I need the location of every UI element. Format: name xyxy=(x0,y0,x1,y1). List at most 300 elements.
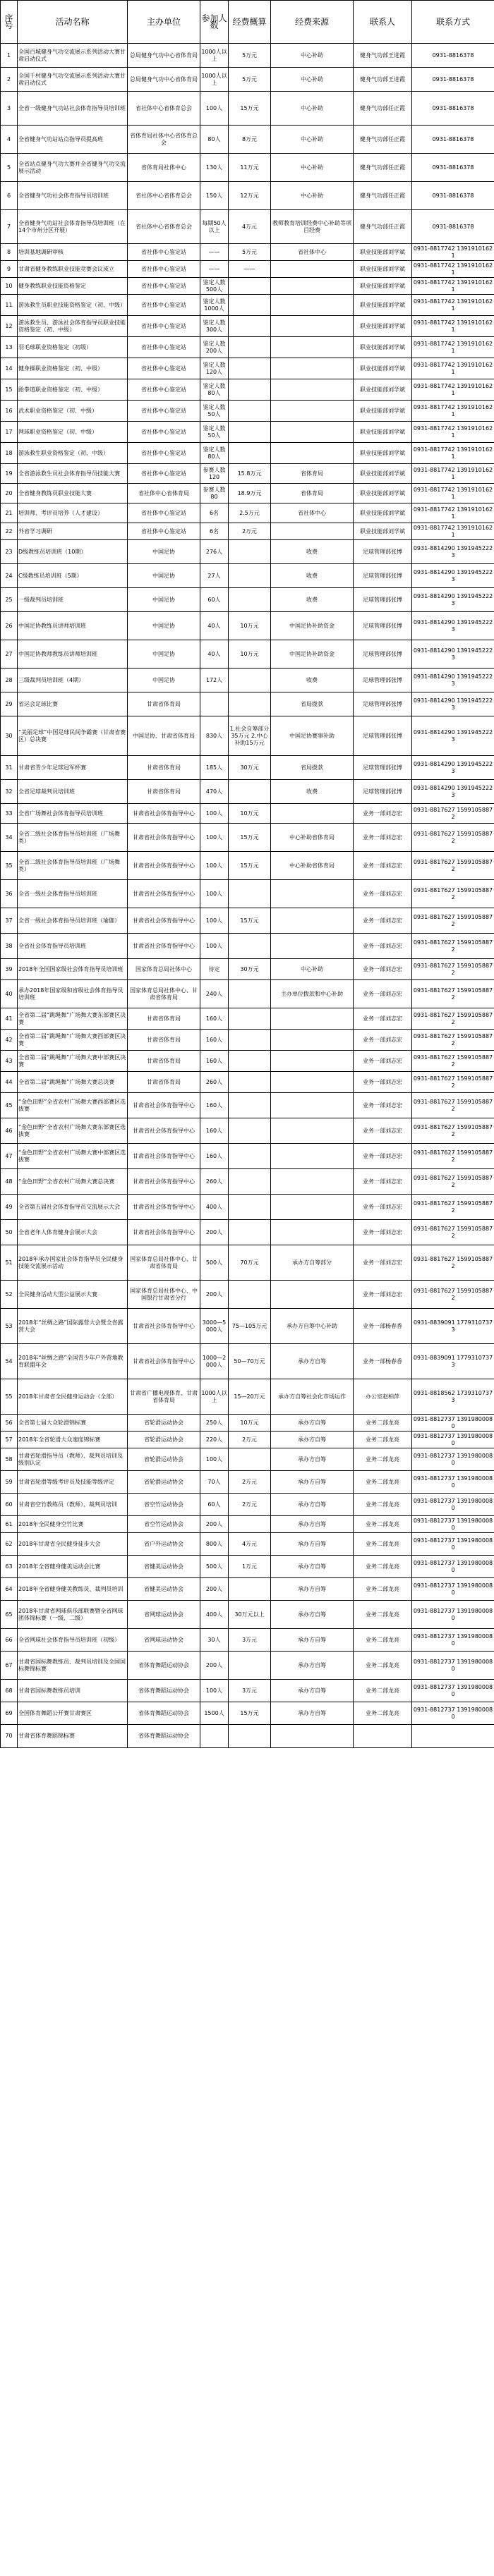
table-row xyxy=(1,68,494,92)
cell-activity-name: D级教练员培训班（10期） xyxy=(18,540,128,564)
cell-contact: 足球管理部张博 xyxy=(354,612,412,640)
cell-organizer: 省社体中心鉴定站 xyxy=(128,401,200,422)
cell-contact: 足球管理部张博 xyxy=(354,716,412,756)
cell-participants: 100人 xyxy=(200,1680,229,1702)
cell-seq: 16 xyxy=(1,401,18,422)
cell-budget xyxy=(229,1516,271,1533)
cell-funding-source: 承办方自筹 xyxy=(271,1680,354,1702)
cell-contact-method: 0931-8812737 13919800080 xyxy=(412,1702,494,1725)
cell-contact-method: 0931-8817627 15991058872 xyxy=(412,1281,494,1309)
cell-funding-source: 承办方自筹 xyxy=(271,1344,354,1379)
cell-seq: 30 xyxy=(1,716,18,756)
cell-contact-method: 0931-8817742 13919101621 xyxy=(412,379,494,401)
cell-contact: 足球管理部张博 xyxy=(354,640,412,669)
cell-budget xyxy=(229,588,271,612)
cell-contact: 健身气功部任正霞 xyxy=(354,154,412,182)
cell-activity-name: 全省健身气功站站点指导员提高班 xyxy=(18,126,128,154)
cell-budget xyxy=(229,564,271,588)
cell-contact: 足球管理部张博 xyxy=(354,692,412,716)
cell-contact: 业务一部杨春香 xyxy=(354,1309,412,1344)
cell-organizer: 国家体育总局社体中心 xyxy=(128,959,200,980)
cell-funding-source xyxy=(271,1220,354,1245)
cell-seq: 15 xyxy=(1,379,18,401)
cell-organizer: 甘肃省社会体育指导中心 xyxy=(128,1195,200,1220)
cell-budget: 15万元 xyxy=(229,824,271,852)
cell-participants: 鉴定人数120人 xyxy=(200,358,229,379)
cell-contact: 职业技能部刘学斌 xyxy=(354,295,412,316)
cell-participants: 185人 xyxy=(200,756,229,780)
cell-funding-source: 主办单位拨款和中心补助 xyxy=(271,980,354,1008)
cell-funding-source: 承办方自筹 xyxy=(271,1629,354,1652)
cell-seq: 21 xyxy=(1,503,18,523)
cell-participants: 鉴定人数80人 xyxy=(200,379,229,401)
cell-seq: 56 xyxy=(1,1415,18,1432)
cell-activity-name: 甘肃省国标舞教练员、裁判员培训及全国国标舞锦标赛 xyxy=(18,1652,128,1680)
cell-participants: 200人 xyxy=(200,1578,229,1601)
cell-participants: 1000人以上 xyxy=(200,68,229,92)
cell-budget xyxy=(229,1725,271,1748)
cell-participants: 470人 xyxy=(200,780,229,804)
cell-organizer: 甘肃省社会体育指导中心 xyxy=(128,1220,200,1245)
cell-budget: 12万元 xyxy=(229,182,271,210)
cell-contact-method: 0931-8817627 15991058872 xyxy=(412,959,494,980)
cell-contact: 办公室赵柏萍 xyxy=(354,1379,412,1415)
cell-contact-method: 0931-8817627 15991058872 xyxy=(412,880,494,908)
cell-contact: 业务一部刘志宏 xyxy=(354,959,412,980)
cell-activity-name: 承办2018年国家级和省级社会体育指导员培训班 xyxy=(18,980,128,1008)
cell-contact: 业务一部刘志宏 xyxy=(354,980,412,1008)
table-row xyxy=(1,92,494,126)
cell-organizer: 省健美运动协会 xyxy=(128,1556,200,1578)
cell-seq: 1 xyxy=(1,44,18,68)
cell-contact: 健身气功部王进霞 xyxy=(354,44,412,68)
cell-seq: 17 xyxy=(1,422,18,443)
cell-activity-name: “美丽足球”中国足球民间争霸赛（甘肃省赛区）总决赛 xyxy=(18,716,128,756)
cell-seq: 43 xyxy=(1,1051,18,1072)
cell-budget xyxy=(229,1448,271,1471)
cell-activity-name: 外省学习调研 xyxy=(18,523,128,540)
cell-activity-name: 跆拳道职业资格鉴定（初、中级） xyxy=(18,379,128,401)
cell-organizer: 省空竹运动协会 xyxy=(128,1516,200,1533)
cell-budget: 2万元 xyxy=(229,1494,271,1516)
cell-funding-source: 收费 xyxy=(271,564,354,588)
cell-activity-name: 全省健身教练员职业技能大赛 xyxy=(18,484,128,503)
cell-contact-method: 0931-8812737 13919800080 xyxy=(412,1601,494,1629)
cell-organizer: 甘肃省社会体育指导中心 xyxy=(128,908,200,934)
cell-seq: 57 xyxy=(1,1432,18,1448)
cell-contact-method: 0931-8812737 13919800080 xyxy=(412,1533,494,1556)
cell-contact-method: 0931-8814290 13919452223 xyxy=(412,669,494,692)
cell-contact-method: 0931-8816378 xyxy=(412,126,494,154)
cell-contact: 业务一部刘志宏 xyxy=(354,908,412,934)
cell-budget: 30万元 xyxy=(229,959,271,980)
header-contact-method: 联系方式 xyxy=(412,1,494,44)
table-row xyxy=(1,640,494,669)
cell-contact-method: 0931-8818562 17393107373 xyxy=(412,1379,494,1415)
cell-contact: 职业技能部刘学斌 xyxy=(354,379,412,401)
cell-funding-source: 承办方自筹 xyxy=(271,1432,354,1448)
cell-funding-source: 收费 xyxy=(271,588,354,612)
cell-funding-source: 承办方自筹 xyxy=(271,1533,354,1556)
cell-contact-method: 0931-8817627 15991058872 xyxy=(412,1144,494,1169)
cell-organizer: 中国足协 xyxy=(128,564,200,588)
table-row xyxy=(1,1471,494,1494)
cell-participants: 500人 xyxy=(200,1245,229,1281)
cell-contact-method: 0931-8817627 15991058872 xyxy=(412,1072,494,1093)
table-row xyxy=(1,337,494,358)
cell-organizer: 省社体中心鉴定站 xyxy=(128,422,200,443)
cell-seq: 6 xyxy=(1,182,18,210)
cell-funding-source: 中国足协补助资金 xyxy=(271,640,354,669)
cell-organizer: 国家体育总局社体中心、甘肃省体育局 xyxy=(128,1245,200,1281)
cell-budget: 5万元 xyxy=(229,44,271,68)
cell-budget xyxy=(229,980,271,1008)
cell-organizer: 中国足协 xyxy=(128,588,200,612)
cell-participants: 鉴定人数1000人 xyxy=(200,295,229,316)
cell-funding-source: 省局拨款 xyxy=(271,756,354,780)
cell-organizer: 中国足协、甘肃省体育局 xyxy=(128,716,200,756)
table-row xyxy=(1,401,494,422)
cell-contact-method: 0931-8812737 13919800080 xyxy=(412,1471,494,1494)
table-row xyxy=(1,1008,494,1030)
cell-activity-name: 中国足协教练员讲师培训班 xyxy=(18,612,128,640)
cell-participants: 鉴定人数200人 xyxy=(200,337,229,358)
cell-budget xyxy=(229,1072,271,1093)
cell-seq: 31 xyxy=(1,756,18,780)
cell-participants: 6名 xyxy=(200,503,229,523)
cell-budget: 5万元 xyxy=(229,68,271,92)
cell-participants: 每期50人以上 xyxy=(200,210,229,244)
cell-seq: 18 xyxy=(1,443,18,464)
cell-contact: 业务一部杨春香 xyxy=(354,1344,412,1379)
cell-contact: 业务二部龙亮 xyxy=(354,1702,412,1725)
cell-organizer: 省社体中心鉴定站 xyxy=(128,464,200,484)
cell-organizer: 甘肃省社会体育指导中心 xyxy=(128,1144,200,1169)
header-contact: 联系人 xyxy=(354,1,412,44)
cell-funding-source xyxy=(271,295,354,316)
cell-activity-name: 健身操职业资格鉴定（初、中级） xyxy=(18,358,128,379)
cell-activity-name: 全省第二届“跳绳舞”广场舞大赛西部赛区决赛 xyxy=(18,1030,128,1051)
table-row xyxy=(1,154,494,182)
cell-budget: 2.5万元 xyxy=(229,503,271,523)
table-row xyxy=(1,669,494,692)
cell-seq: 8 xyxy=(1,244,18,261)
cell-contact: 职业技能部刘学斌 xyxy=(354,316,412,337)
cell-participants: 100人 xyxy=(200,852,229,880)
cell-participants: 400人 xyxy=(200,1195,229,1220)
cell-contact-method: 0931-8817742 13919101621 xyxy=(412,316,494,337)
cell-participants: 160人 xyxy=(200,1118,229,1144)
cell-funding-source: 中心补助 xyxy=(271,92,354,126)
cell-participants: 鉴定人数300人 xyxy=(200,316,229,337)
cell-participants: 160人 xyxy=(200,1030,229,1051)
cell-funding-source xyxy=(271,316,354,337)
cell-organizer: 总局健身气功中心省体育局 xyxy=(128,44,200,68)
table-row xyxy=(1,1169,494,1195)
table-row xyxy=(1,1415,494,1432)
cell-contact: 业务一部刘志宏 xyxy=(354,1144,412,1169)
cell-budget: 70万元 xyxy=(229,1245,271,1281)
cell-budget xyxy=(229,379,271,401)
cell-contact-method: 0931-8812737 13919800080 xyxy=(412,1448,494,1471)
cell-budget: 75—105万元 xyxy=(229,1309,271,1344)
cell-contact: 业务二部龙亮 xyxy=(354,1448,412,1471)
table-row xyxy=(1,503,494,523)
cell-contact-method: 0931-8817742 13919101621 xyxy=(412,295,494,316)
cell-contact: 职业技能部刘学斌 xyxy=(354,443,412,464)
cell-contact-method: 0931-8817742 13919101621 xyxy=(412,337,494,358)
cell-contact-method: 0931-8816378 xyxy=(412,44,494,68)
cell-contact: 业务二部龙亮 xyxy=(354,1601,412,1629)
cell-budget xyxy=(229,1051,271,1072)
table-row xyxy=(1,1652,494,1680)
cell-seq: 70 xyxy=(1,1725,18,1748)
cell-contact-method: 0931-8816378 xyxy=(412,92,494,126)
cell-participants: 鉴定人数80人 xyxy=(200,443,229,464)
cell-contact-method xyxy=(412,1725,494,1748)
cell-budget xyxy=(229,401,271,422)
cell-activity-name: 网球职业资格鉴定（初、中级） xyxy=(18,422,128,443)
cell-organizer: 省社体中心鉴定站 xyxy=(128,278,200,295)
cell-contact-method: 0931-8812737 13919800080 xyxy=(412,1415,494,1432)
cell-funding-source xyxy=(271,278,354,295)
cell-seq: 12 xyxy=(1,316,18,337)
table-row xyxy=(1,612,494,640)
cell-contact: 业务一部刘志宏 xyxy=(354,1245,412,1281)
cell-organizer: 国家体育总局社体中心、甘肃省体育局 xyxy=(128,980,200,1008)
table-row xyxy=(1,443,494,464)
cell-activity-name: 2018年全省健身健美运动会比赛 xyxy=(18,1556,128,1578)
cell-seq: 13 xyxy=(1,337,18,358)
cell-contact-method: 0931-8814290 13919452223 xyxy=(412,780,494,804)
cell-activity-name: 2018年全国国家级社会体育指导员培训班 xyxy=(18,959,128,980)
cell-activity-name: 三级裁判员培训班（4期） xyxy=(18,669,128,692)
cell-organizer: 省社体中心鉴定站 xyxy=(128,244,200,261)
cell-contact-method: 0931-8814290 13919452223 xyxy=(412,588,494,612)
table-row xyxy=(1,484,494,503)
cell-contact: 职业技能部刘学斌 xyxy=(354,401,412,422)
cell-seq: 11 xyxy=(1,295,18,316)
table-row xyxy=(1,1220,494,1245)
cell-budget: 4万元 xyxy=(229,210,271,244)
cell-budget: —— xyxy=(229,261,271,278)
cell-activity-name: 2018年“丝绸之路”全国青少年户外营地教育联盟年会 xyxy=(18,1344,128,1379)
cell-contact: 业务一部刘志宏 xyxy=(354,1220,412,1245)
cell-funding-source: 承办方自筹 xyxy=(271,1702,354,1725)
cell-contact-method: 0931-8817742 13919101621 xyxy=(412,358,494,379)
cell-funding-source: 承办方自筹 xyxy=(271,1415,354,1432)
cell-seq: 38 xyxy=(1,934,18,959)
cell-activity-name: 全省站点健身气功大赛并全省健身气功交流展示活动 xyxy=(18,154,128,182)
cell-budget xyxy=(229,1118,271,1144)
cell-activity-name: “金色田野”全省农村广场舞大赛东部赛区选拔赛 xyxy=(18,1118,128,1144)
cell-contact-method: 0931-8812737 13919800080 xyxy=(412,1516,494,1533)
table-row xyxy=(1,980,494,1008)
cell-participants: 1000—2000人 xyxy=(200,1344,229,1379)
cell-funding-source: 中心补助 xyxy=(271,154,354,182)
cell-organizer: 省轮滑运动协会 xyxy=(128,1432,200,1448)
cell-budget xyxy=(229,1195,271,1220)
cell-contact-method: 0931-8816378 xyxy=(412,154,494,182)
cell-participants: 1000人以上 xyxy=(200,1379,229,1415)
cell-seq: 67 xyxy=(1,1652,18,1680)
cell-participants: 100人 xyxy=(200,92,229,126)
cell-budget xyxy=(229,1281,271,1309)
cell-contact-method: 0931-8817627 15991058872 xyxy=(412,804,494,824)
cell-contact-method: 0931-8816378 xyxy=(412,68,494,92)
cell-contact-method: 0931-8814290 13919452223 xyxy=(412,692,494,716)
cell-organizer: 省体育局社体中心 xyxy=(128,154,200,182)
cell-seq: 3 xyxy=(1,92,18,126)
cell-budget xyxy=(229,295,271,316)
cell-seq: 53 xyxy=(1,1309,18,1344)
cell-budget: 3万元 xyxy=(229,1629,271,1652)
cell-budget: 10万元 xyxy=(229,1415,271,1432)
cell-participants: 500人 xyxy=(200,1556,229,1578)
cell-funding-source xyxy=(271,908,354,934)
cell-participants: 3000—5000人 xyxy=(200,1309,229,1344)
cell-funding-source xyxy=(271,1072,354,1093)
cell-contact: 健身气功部任正霞 xyxy=(354,126,412,154)
cell-contact-method: 0931-8812737 13919800080 xyxy=(412,1680,494,1702)
cell-organizer: 省体育舞蹈运动协会 xyxy=(128,1725,200,1748)
cell-activity-name: 全省二级社会体育指导员培训班（广场舞类） xyxy=(18,824,128,852)
cell-participants: 400人 xyxy=(200,1601,229,1629)
cell-seq: 25 xyxy=(1,588,18,612)
cell-funding-source xyxy=(271,401,354,422)
cell-participants: 40人 xyxy=(200,640,229,669)
cell-contact: 业务一部刘志宏 xyxy=(354,852,412,880)
cell-funding-source: 承办方自筹 xyxy=(271,1601,354,1629)
cell-seq: 64 xyxy=(1,1578,18,1601)
cell-contact-method: 0931-8817742 13919101621 xyxy=(412,464,494,484)
cell-activity-name: 2018年承办国家社会体育指导员全民健身技能交流展示活动 xyxy=(18,1245,128,1281)
cell-activity-name: 健身教练职业技能资格鉴定 xyxy=(18,278,128,295)
cell-organizer: 甘肃省社会体育指导中心 xyxy=(128,1344,200,1379)
cell-budget: 3万元 xyxy=(229,1680,271,1702)
cell-seq: 68 xyxy=(1,1680,18,1702)
cell-budget: 15—20万元 xyxy=(229,1379,271,1415)
cell-seq: 10 xyxy=(1,278,18,295)
cell-seq: 66 xyxy=(1,1629,18,1652)
cell-participants: 100人 xyxy=(200,804,229,824)
cell-budget xyxy=(229,780,271,804)
cell-budget xyxy=(229,880,271,908)
cell-organizer: 甘肃省社会体育指导中心 xyxy=(128,1169,200,1195)
table-row xyxy=(1,564,494,588)
table-row xyxy=(1,908,494,934)
cell-activity-name: “金色田野”全省农村广场舞大赛西部赛区选拔赛 xyxy=(18,1093,128,1118)
cell-activity-name: 2018年“丝绸之路”国际露营大会暨全省露营大会 xyxy=(18,1309,128,1344)
cell-contact-method: 0931-8814290 13919452223 xyxy=(412,540,494,564)
header-participants: 参加人数 xyxy=(200,1,229,44)
cell-activity-name: 甘肃省青少年足球冠军杯赛 xyxy=(18,756,128,780)
cell-activity-name: 全省第五届社会体育指导员交流展示大会 xyxy=(18,1195,128,1220)
table-row xyxy=(1,756,494,780)
cell-activity-name: 全国百城健身气功交流展示系列活动大赛甘肃启动仪式 xyxy=(18,44,128,68)
cell-budget: 15万元 xyxy=(229,1702,271,1725)
cell-organizer: 甘肃省体育局 xyxy=(128,1051,200,1072)
cell-seq: 27 xyxy=(1,640,18,669)
cell-contact: 业务二部龙亮 xyxy=(354,1533,412,1556)
cell-organizer: 甘肃省体育局 xyxy=(128,780,200,804)
cell-funding-source xyxy=(271,422,354,443)
cell-organizer: 甘肃省社会体育指导中心 xyxy=(128,852,200,880)
cell-contact-method: 0931-8817627 15991058872 xyxy=(412,852,494,880)
cell-contact-method: 0931-8817742 13919101621 xyxy=(412,401,494,422)
cell-contact-method: 0931-8817627 15991058872 xyxy=(412,1093,494,1118)
cell-participants: 240人 xyxy=(200,980,229,1008)
cell-budget: 1.社会自筹部分35万元 2.中心补助15万元 xyxy=(229,716,271,756)
cell-activity-name: 全省一级健身气功站社会体育指导员培训班 xyxy=(18,92,128,126)
cell-contact: 健身气功部王进霞 xyxy=(354,68,412,92)
cell-participants: 60人 xyxy=(200,588,229,612)
cell-activity-name: 武术职业资格鉴定（初、中级） xyxy=(18,401,128,422)
cell-funding-source: 收费 xyxy=(271,540,354,564)
cell-contact: 业务二部龙亮 xyxy=(354,1471,412,1494)
cell-budget xyxy=(229,692,271,716)
cell-contact-method: 0931-8814290 13919452223 xyxy=(412,612,494,640)
cell-activity-name: 游泳救生员职业技能资格鉴定（初、中级） xyxy=(18,295,128,316)
cell-funding-source xyxy=(271,880,354,908)
table-row xyxy=(1,1344,494,1379)
table-row xyxy=(1,1379,494,1415)
cell-contact: 职业技能部刘学斌 xyxy=(354,503,412,523)
cell-budget xyxy=(229,1008,271,1030)
cell-contact: 业务二部龙亮 xyxy=(354,1556,412,1578)
cell-contact-method: 0931-8817627 15991058872 xyxy=(412,1008,494,1030)
cell-organizer: 省社体中心省体育总会 xyxy=(128,210,200,244)
cell-contact: 业务二部龙亮 xyxy=(354,1432,412,1448)
cell-contact: 足球管理部张博 xyxy=(354,669,412,692)
cell-seq: 28 xyxy=(1,669,18,692)
cell-organizer: 省户外运动协会 xyxy=(128,1533,200,1556)
table-header-row xyxy=(1,1,494,44)
cell-contact-method: 0931-8839091 17793107373 xyxy=(412,1309,494,1344)
cell-contact-method: 0931-8816378 xyxy=(412,182,494,210)
cell-budget: 30万元 xyxy=(229,756,271,780)
cell-organizer: 甘肃省体育局 xyxy=(128,692,200,716)
cell-contact: 业务一部刘志宏 xyxy=(354,1169,412,1195)
cell-funding-source xyxy=(271,1051,354,1072)
cell-activity-name: 甘肃省国标舞教练员培训 xyxy=(18,1680,128,1702)
cell-seq: 40 xyxy=(1,980,18,1008)
table-row xyxy=(1,1281,494,1309)
cell-contact-method: 0931-8814290 13919452223 xyxy=(412,716,494,756)
cell-seq: 63 xyxy=(1,1556,18,1578)
cell-contact: 业务二部龙亮 xyxy=(354,1680,412,1702)
cell-organizer: 甘肃省社会体育指导中心 xyxy=(128,880,200,908)
cell-participants: 130人 xyxy=(200,154,229,182)
cell-participants: 参赛人数120 xyxy=(200,464,229,484)
table-row xyxy=(1,1432,494,1448)
cell-budget: 15万元 xyxy=(229,852,271,880)
cell-participants: 100人 xyxy=(200,880,229,908)
cell-contact: 业务一部刘志宏 xyxy=(354,934,412,959)
cell-contact-method: 0931-8817742 13919101621 xyxy=(412,503,494,523)
cell-activity-name: “金色田野”全省农村广场舞大赛总决赛 xyxy=(18,1169,128,1195)
cell-budget: 10万元 xyxy=(229,612,271,640)
cell-participants: 200人 xyxy=(200,1281,229,1309)
cell-seq: 24 xyxy=(1,564,18,588)
cell-contact: 业务一部刘志宏 xyxy=(354,1093,412,1118)
table-row xyxy=(1,880,494,908)
cell-activity-name: 全省第二届“跳绳舞”广场舞大赛东部赛区决赛 xyxy=(18,1008,128,1030)
cell-seq: 46 xyxy=(1,1118,18,1144)
table-row xyxy=(1,379,494,401)
cell-contact-method: 0931-8817627 15991058872 xyxy=(412,824,494,852)
cell-activity-name: 2018年全省轮滑大众速度锦标赛 xyxy=(18,1432,128,1448)
